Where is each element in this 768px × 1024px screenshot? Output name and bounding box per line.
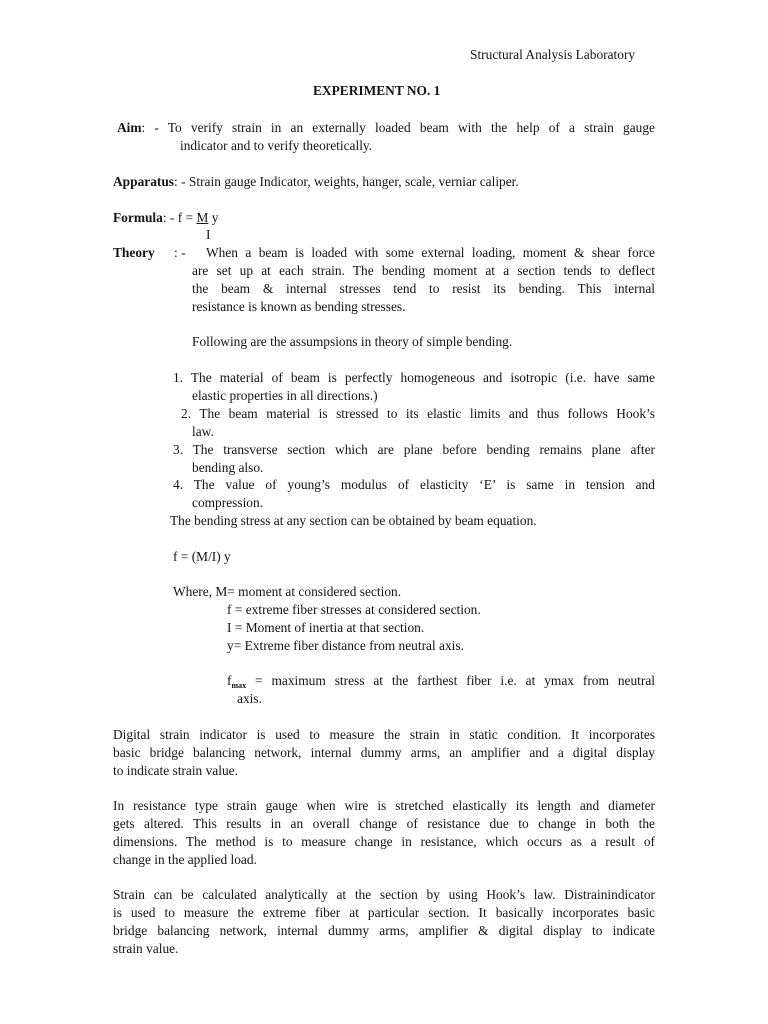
paragraph-2-line-4: change in the applied load. (113, 852, 257, 867)
assumption-1-line-2: elastic properties in all directions.) (192, 388, 378, 403)
paragraph-2-line-3: dimensions. The method is to measure change in resistance, which occurs as a result of (113, 834, 655, 849)
fmax-subscript: max (231, 681, 247, 690)
paragraph-2-line-1: In resistance type strain gauge when wire is stretched elastically its length and diameter (113, 798, 655, 813)
aim-text-1: : - To verify strain in an externally loaded beam with the help of a strain gauge (141, 120, 655, 135)
assumption-3-line-1: 3. The transverse section which are plane before bending remains plane after (173, 442, 655, 457)
fmax-line-2: axis. (237, 691, 262, 706)
formula-suffix: y (208, 210, 219, 225)
where-line-1: Where, M= moment at considered section. (173, 584, 402, 599)
fmax-text: = maximum stress at the farthest fiber i.e. at ymax from neutral (246, 673, 655, 688)
assumption-3-line-2: bending also. (192, 460, 264, 475)
formula-denominator: I (206, 227, 211, 242)
paragraph-3-line-2: is used to measure the extreme fiber at particular section. It basically incorporates basic (113, 905, 655, 920)
theory-colon: : - (174, 245, 186, 260)
where-line-2: f = extreme fiber stresses at considered section. (227, 602, 481, 617)
bending-stress-intro: The bending stress at any section can be obtained by beam equation. (170, 513, 537, 528)
paragraph-1-line-1: Digital strain indicator is used to measure the strain in static condition. It incorporates (113, 727, 655, 742)
formula-numerator: M (196, 210, 209, 225)
assumptions-intro: Following are the assumpsions in theory of simple bending. (192, 334, 513, 349)
assumption-4-line-1: 4. The value of young’s modulus of elasticity ‘E’ is same in tension and (173, 477, 655, 492)
aim-line-2: indicator and to verify theoretically. (180, 138, 373, 153)
paragraph-1-line-3: to indicate strain value. (113, 763, 238, 778)
apparatus-text: : - Strain gauge Indicator, weights, hanger, scale, verniar caliper. (174, 174, 519, 189)
apparatus-label: Apparatus (113, 174, 175, 189)
paragraph-1-line-2: basic bridge balancing network, internal dummy arms, an amplifier and a digital display (113, 745, 655, 760)
formula-prefix: : - f = (162, 210, 197, 225)
paragraph-3-line-4: strain value. (113, 941, 179, 956)
experiment-title: EXPERIMENT NO. 1 (313, 83, 441, 98)
apparatus-line (113, 173, 519, 191)
formula-label: Formula (113, 210, 163, 225)
paragraph-2-line-2: gets altered. This results in an overall change of resistance due to change in both the (113, 816, 655, 831)
assumption-2-line-1: 2. The beam material is stressed to its elastic limits and thus follows Hook’s (181, 406, 655, 421)
assumption-2-line-2: law. (192, 424, 214, 439)
fmax-symbol: f (227, 673, 232, 688)
theory-label: Theory (113, 245, 155, 260)
theory-line-3: the beam & internal stresses tend to resist its bending. This internal (192, 281, 655, 296)
beam-equation: f = (M/I) y (173, 549, 231, 564)
formula-line (113, 209, 218, 227)
where-line-3: I = Moment of inertia at that section. (227, 620, 425, 635)
aim-label: Aim (117, 120, 142, 135)
theory-line-2: are set up at each strain. The bending moment at a section tends to deflect (192, 263, 655, 278)
theory-line-4: resistance is known as bending stresses. (192, 299, 406, 314)
paragraph-3-line-3: bridge balancing network, internal dummy arms, amplifier & digital display to indicate (113, 923, 655, 938)
where-line-4: y= Extreme fiber distance from neutral axis. (227, 638, 464, 653)
theory-line-1: When a beam is loaded with some external loading, moment & shear force (206, 245, 655, 260)
assumption-1-line-1: 1. The material of beam is perfectly homogeneous and isotropic (i.e. have same (173, 370, 655, 385)
assumption-4-line-2: compression. (192, 495, 264, 510)
lab-header: Structural Analysis Laboratory (470, 47, 636, 62)
paragraph-3-line-1: Strain can be calculated analytically at the section by using Hook’s law. Distrainindicator (113, 887, 655, 902)
